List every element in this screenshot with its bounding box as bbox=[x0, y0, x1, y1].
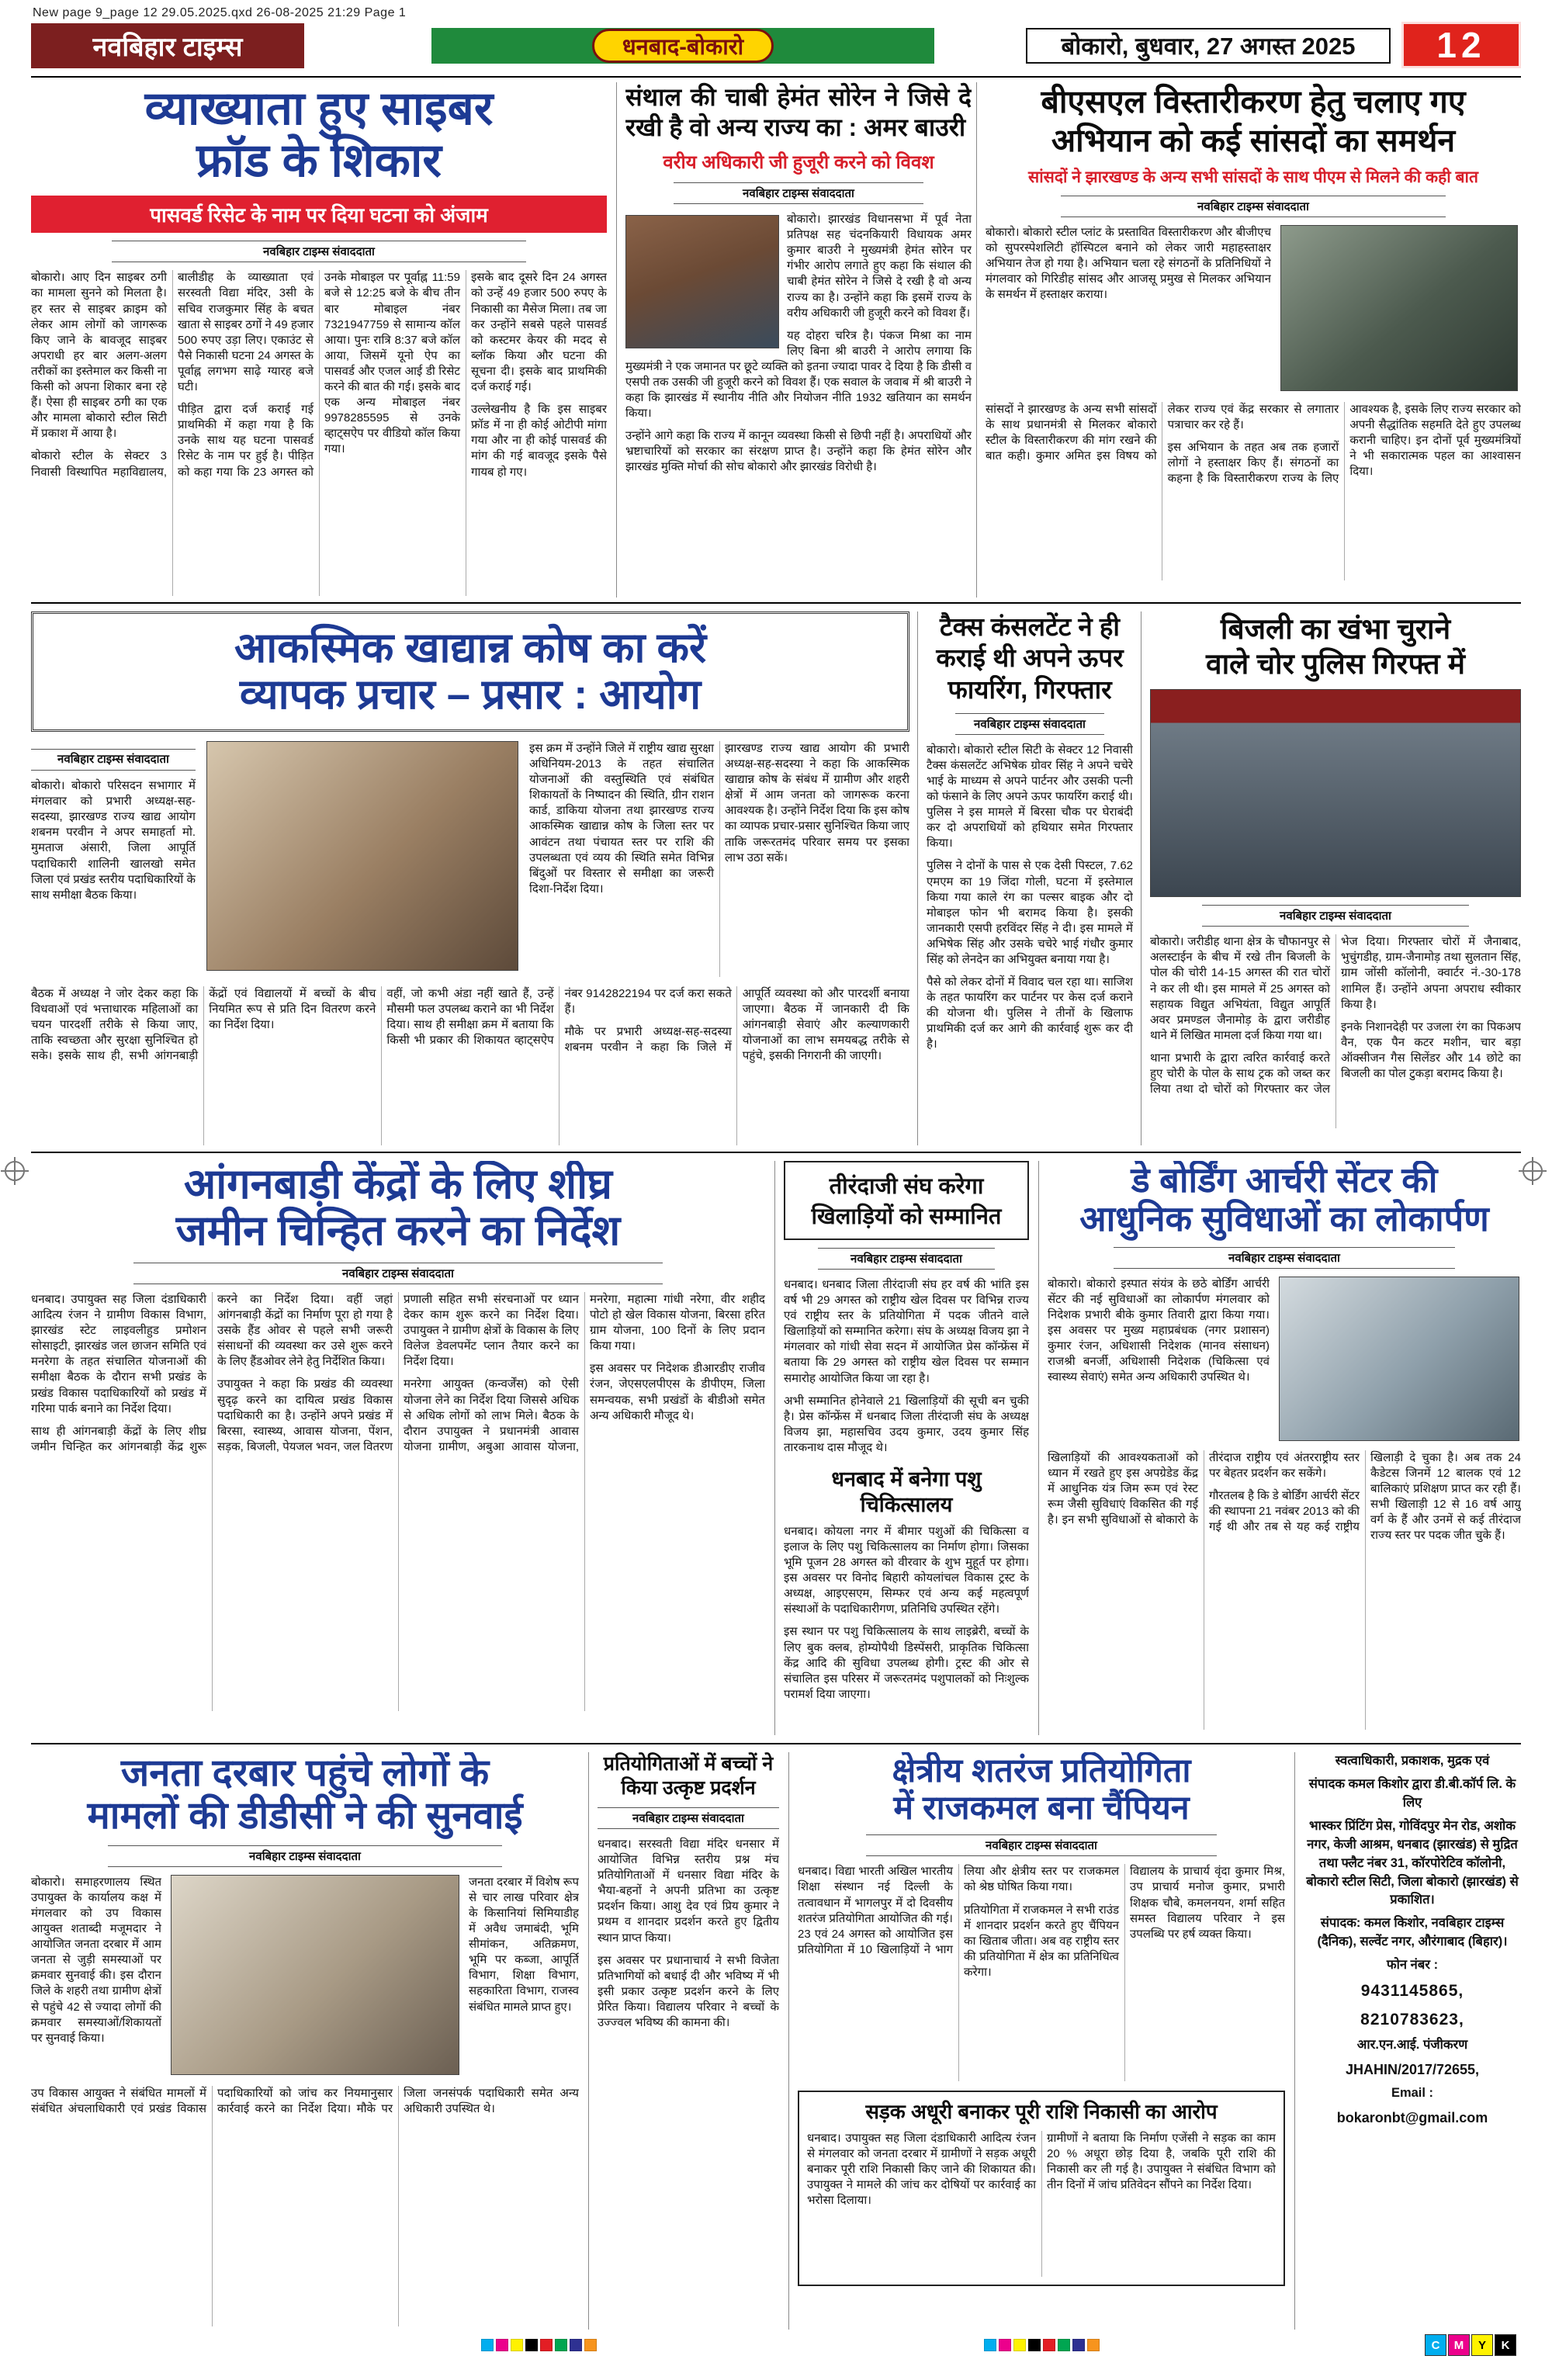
article-paragraph: बोकारो। बोकारो स्टील प्लांट के प्रस्तावित विस्तारीकरण और बीजीएच को सुपरस्पेशलिटी हॉस्पिटल बनाने को लेकर जारी महाहस्ताक्षर अभियान तेज हो गया है। अभियान चला रहे संगठनों के प्रतिनिधियों ने मंगलवार को गिरिडीह सांसद और आजसू प्रमुख से मिलकर अभियान के समर्थन में हस्ताक्षर कराया। bbox=[986, 226, 1271, 302]
article-body bbox=[31, 1292, 765, 1711]
article-paragraph: प्रतियोगिता में राजकमल ने सभी राउंड में शानदार प्रदर्शन करते हुए चैंपियन का खिताब जीता। अब वह राष्ट्रीय स्तर की प्रतियोगिता में क्षेत्र का प्रतिनिधित्व करेगा। bbox=[964, 1903, 1119, 1979]
edition-band bbox=[431, 28, 934, 64]
article-paragraph: बोकारो। आए दिन साइबर ठगी का मामला सुनने को मिलता है। हर स्तर से साइबर क्राइम को लेकर आम लोगों को जागरूक किए जाने के बावजूद साइबर अपराधी हर बार अलग-अलग तरीकों का इस्तेमाल कर किसी ना किसी को अपना शिकार बना रहे हैं। ऐसा ही साइबर ठगी का एक और मामला बोकारो स्टील सिटी में प्रकाश में आया है। bbox=[31, 271, 167, 441]
headline-line: मामलों की डीडीसी ने की सुनवाई bbox=[87, 1794, 523, 1837]
article-paragraph: वहीं, जो कभी अंडा नहीं खाते हैं, उन्हें मौसमी फल उपलब्ध कराने का भी निर्देश दिया। साथ ही समीक्षा क्रम में बताया कि किसी भी प्रकार की शिकायत व्हाट्सऐप नंबर 9142822194 पर दर्ज करा सकते हैं। bbox=[386, 986, 732, 1048]
article-paragraph: पीड़ित द्वारा दर्ज कराई गई प्राथमिकी में कहा गया है कि उनके साथ यह घटना पासवर्ड रिसेट के नाम पर हुई है। पीड़ित को कहा गया कि 23 अगस्त को उनके मोबाइल पर पूर्वाह्न 11:59 बजे से 12:25 बजे के बीच तीन बार मोबाइल नंबर 7321947759 से सामान्य कॉल आया। पुनः रात्रि 8:37 बजे कॉल आया, जिसमें यूनो ऐप का पासवर्ड और एजल आई डी रिसेट करने की बात की गई। इसके बाद एक अन्य मोबाइल नंबर 9978285595 से उनके व्हाट्सऐप पर वीडियो कॉल किया गया। bbox=[178, 271, 460, 479]
color-calibration-swatch bbox=[525, 2339, 538, 2351]
imprint-line: संपादक कमल किशोर द्वारा डी.बी.कॉर्प लि. के लिए bbox=[1308, 1776, 1516, 1810]
headline: टैक्स कंसलटेंट ने ही कराई थी अपने ऊपर फायरिंग, गिरफ्तार bbox=[936, 612, 1124, 704]
article-paragraph: बोकारो। बोकारो इस्पात संयंत्र के छठे बोर्डिंग आर्चरी सेंटर की नई सुविधाओं का लोकार्पण मंगलवार को निदेशक प्रभारी बीके कुमार तिवारी द्वारा किया गया। इस अवसर पर मुख्य महाप्रबंधक (नगर प्रशासन) कुमार रंजन, अधिशासी निदेशक (मानव संसाधन) राजश्री बनर्जी, अधिशासी निदेशक (चिकित्सा एवं स्वास्थ्य सेवाएं) समेत अन्य अधिकारी उपस्थित थे। bbox=[1048, 1277, 1270, 1384]
article-janta-darbar bbox=[31, 1752, 579, 2330]
newspaper-name: नवबिहार टाइम्स bbox=[31, 23, 304, 68]
column-rule bbox=[1038, 1161, 1039, 1735]
article-body bbox=[625, 212, 972, 553]
article-body bbox=[927, 743, 1133, 1131]
column-rule bbox=[976, 82, 977, 598]
section-rule bbox=[31, 1152, 1521, 1153]
article-santhal-statement bbox=[625, 82, 972, 598]
article-body bbox=[784, 1524, 1029, 1703]
byline: नवबिहार टाइम्स संवाददाता bbox=[955, 713, 1104, 735]
article-paragraph: झारखण्ड राज्य खाद्य आयोग की प्रभारी अध्यक्ष-सह-सदस्या ने कहा कि आकस्मिक खाद्यान्न कोष के संबंध में ग्रामीण और शहरी क्षेत्रों में आम जनता को जागरूक करना आवश्यक है। उन्होंने निर्देश दिया कि इस कोष का व्यापक प्रचार-प्रसार सुनिश्चित किया जाए ताकि जरूरतमंद परिवार समय पर इसका लाभ उठा सकें। bbox=[725, 741, 909, 864]
article-paragraph: जनता दरबार में विशेष रूप से चार लाख परिवार क्षेत्र के किसानियां सिमियाडीह में अवैध जमाबंदी, भूमि सीमांकन, अतिक्रमण, भूमि पर कब्जा, आपूर्ति विभाग, शिक्षा विभाग, सहकारिता विभाग, राजस्व संबंधित मामले प्राप्त हुए। bbox=[469, 1875, 579, 2014]
article-body bbox=[529, 741, 909, 977]
headline-line: अभियान को कई सांसदों का समर्थन bbox=[1051, 123, 1456, 159]
color-calibration-swatch bbox=[540, 2339, 553, 2351]
color-calibration-swatch bbox=[1028, 2339, 1041, 2351]
article-paragraph: मौके पर प्रभारी अध्यक्ष-सह-सदस्या शबनम परवीन ने कहा कि जिले में आपूर्ति व्यवस्था को और पारदर्शी बनाया जाएगा। बैठक में जानकारी दी कि आंगनबाड़ी सेवाएं और कल्याणकारी योजनाओं का लाभ समयबद्ध तरीके से पहुंचे, इसकी निगरानी की जाएगी। bbox=[564, 986, 909, 1063]
color-calibration-strip bbox=[984, 2339, 1102, 2353]
imprint-line: भास्कर प्रिंटिंग प्रेस, गोविंदपुर मेन रोड, अशोक नगर, केजी आश्रम, धनबाद (झारखंड) से मुद्रित तथा फ्लैट नंबर 31, कॉरपोरेटिव कॉलोनी, बोकारो स्टील सिटी, जिला बोकारो (झारखंड) से प्रकाशित। bbox=[1306, 1818, 1519, 1907]
headline bbox=[40, 625, 901, 719]
cmyk-print-mark bbox=[1425, 2334, 1516, 2356]
print-info-line: New page 9_page 12 29.05.2025.qxd 26-08-2025 21:29 Page 1 bbox=[33, 6, 407, 19]
article-paragraph: इनके निशानदेही पर उजला रंग का पिकअप वैन, एक पैन कटर मशीन, चार बड़ा ऑक्सीजन गैस सिलेंडर और 14 छोटे का बिजली का पोल टुकड़ा बरामद किया है। bbox=[1341, 1020, 1521, 1080]
article-body bbox=[986, 402, 1521, 580]
headline-line: वाले चोर पुलिस गिरफ्त में bbox=[1206, 648, 1465, 681]
article-paragraph: इस स्थान पर पशु चिकित्सालय के साथ लाइब्रेरी, बच्चों के लिए बुक क्लब, होम्योपैथी डिस्पेंसरी, प्राकृतिक चिकित्सा केंद्र आदि की सुविधा उपलब्ध होगी। ट्रस्ट की ओर से संचालित इस परिसर में जरूरतमंद पशुपालकों को निःशुल्क परामर्श दिया जाएगा। bbox=[784, 1625, 1029, 1701]
headline-line: डे बोर्डिंग आर्चरी सेंटर की bbox=[1131, 1161, 1438, 1200]
photo-mp-support-handover bbox=[1280, 225, 1518, 391]
column-rule bbox=[616, 82, 617, 598]
registration-mark-right bbox=[1523, 1161, 1543, 1181]
article-paragraph: पैसे को लेकर दोनों में विवाद चल रहा था। साजिश के तहत फायरिंग कर पार्टनर पर केस दर्ज कराने की योजना थी। पुलिस ने तीनों के खिलाफ प्राथमिकी दर्ज कर आगे की कार्रवाई शुरू कर दी है। bbox=[927, 975, 1133, 1051]
article-body bbox=[469, 1875, 579, 2078]
article-paragraph: बोकारो। बोकारो स्टील सिटी के सेक्टर 12 निवासी टैक्स कंसलटेंट अभिषेक ग्रोवर सिंह ने अपने चचेरे भाई के माध्यम से अपने पार्टनर और उसकी पत्नी को फंसाने के लिए अपने ऊपर फायरिंग कराई थी। पुलिस ने इस मामले में बिरसा चौक पर घेराबंदी कर दो अपराधियों को हथियार समेत गिरफ्तार किया। bbox=[927, 743, 1133, 850]
photo-janta-darbar-hearing bbox=[171, 1875, 459, 2075]
imprint-phone: 9431145865, bbox=[1360, 1982, 1464, 2001]
imprint-phone: 8210783623, bbox=[1360, 2010, 1464, 2028]
article-paragraph: बोकारो। बोकारो परिसदन सभागार में मंगलवार को प्रभारी अध्यक्ष-सह-सदस्या, झारखण्ड राज्य खाद्य आयोग शबनम परवीन ने अपर समाहर्ता मो. मुमताज अंसारी, जिला आपूर्ति पदाधिकारी शालिनी खालखो समेत जिला एवं प्रखंड स्तरीय पदाधिकारियों के साथ समीक्षा बैठक किया। bbox=[31, 779, 196, 902]
headline bbox=[1048, 1161, 1521, 1239]
headline-line: आधुनिक सुविधाओं का लोकार्पण bbox=[1079, 1199, 1489, 1239]
article-paragraph: इस अभियान के तहत अब तक हजारों लोगों ने हस्ताक्षर किए हैं। संगठनों का कहना है कि विस्तारीकरण राज्य के लिए आवश्यक है, इसके लिए राज्य सरकार को अपनी सैद्धांतिक सहमति देते हुए उपलब्ध करानी चाहिए। इन दोनों पूर्व मुख्यमंत्रियों ने भी सकारात्मक पहल का आश्वासन दिया। bbox=[1167, 403, 1521, 486]
section-rule bbox=[31, 602, 1521, 604]
color-calibration-swatch bbox=[570, 2339, 582, 2351]
article-paragraph: उल्लेखनीय है कि इस साइबर फ्रॉड में ना ही कोई ओटीपी मांगा गया और ना ही कोई पासवर्ड की मांग की गई बावजूद इसके पैसे गायब हो गए। bbox=[471, 403, 607, 479]
byline: नवबिहार टाइम्स संवाददाता bbox=[1114, 1247, 1454, 1269]
cmyk-c-box: C bbox=[1425, 2334, 1446, 2356]
article-paragraph: मनरेगा आयुक्त (कन्वर्जेंस) को ऐसी योजना लेने का निर्देश दिया जिससे अधिक से अधिक लोगों को लाभ मिले। बैठक के दौरान उपायुक्त ने प्रधानमंत्री आवास योजना ग्रामीण, अबुआ आवास योजना, मनरेगा, महात्मा गांधी नरेगा, वीर शहीद पोटो हो खेल विकास योजना, बिरसा हरित ग्राम योजना, 100 दिनों के लिए प्रदान किया गया। bbox=[404, 1292, 765, 1453]
article-body bbox=[31, 1875, 161, 2078]
imprint-rni-number: JHAHIN/2017/72655, bbox=[1345, 2061, 1480, 2077]
article-paragraph: धनबाद। सरस्वती विद्या मंदिर धनसार में आयोजित विभिन्न स्तरीय प्रश्न मंच प्रतियोगिताओं में धनसार विद्या मंदिर के भैया-बहनों ने अपनी प्रतिभा का उत्कृष्ट प्रदर्शन किया। आशु देव एवं प्रिय कुमार ने प्रथम व शानदार प्रदर्शन करते हुए द्वितीय स्थान प्राप्त किया। bbox=[598, 1838, 779, 1945]
article-body bbox=[31, 2086, 579, 2326]
headline-line: आकस्मिक खाद्यान्न कोष का करें bbox=[234, 625, 707, 671]
byline: नवबिहार टाइम्स संवाददाता bbox=[1202, 905, 1469, 927]
imprint-line: Email : bbox=[1391, 2086, 1434, 2101]
article-body bbox=[986, 225, 1271, 394]
article-body bbox=[1150, 934, 1521, 1128]
headline: प्रतियोगिताओं में बच्चों ने किया उत्कृष्ट प्रदर्शन bbox=[603, 1753, 774, 1799]
headline-line: में राजकमल बना चैंपियन bbox=[893, 1789, 1190, 1827]
article-body bbox=[31, 986, 909, 1145]
imprint-line: स्वत्वाधिकारी, प्रकाशक, मुद्रक एवं bbox=[1335, 1754, 1490, 1768]
article-tax-consultant-firing bbox=[927, 611, 1133, 1145]
subhead-bar: पासवर्ड रिसेट के नाम पर दिया घटना को अंजाम bbox=[31, 196, 607, 233]
imprint-email: bokaronbt@gmail.com bbox=[1336, 2109, 1488, 2125]
headline-line: बीएसएल विस्तारीकरण हेतु चलाए गए bbox=[1041, 84, 1466, 120]
byline: नवबिहार टाइम्स संवाददाता bbox=[866, 1834, 1217, 1856]
article-road-complaint bbox=[798, 2091, 1285, 2286]
article-body bbox=[1048, 1450, 1521, 1730]
headline: सड़क अधूरी बनाकर पूरी राशि निकासी का आरोप bbox=[865, 2100, 1218, 2124]
article-anganwadi-land bbox=[31, 1161, 765, 1735]
byline: नवबिहार टाइम्स संवाददाता bbox=[598, 1807, 779, 1829]
byline: नवबिहार टाइम्स संवाददाता bbox=[1061, 196, 1446, 217]
masthead-rule bbox=[31, 76, 1521, 78]
article-pole-theft bbox=[1150, 611, 1521, 1145]
dateline: बोकारो, बुधवार, 27 अगस्त 2025 bbox=[1026, 28, 1391, 64]
article-body bbox=[1048, 1277, 1270, 1443]
byline: नवबिहार टाइम्स संवाददाता bbox=[133, 1263, 662, 1284]
color-calibration-strip bbox=[481, 2339, 599, 2353]
headline bbox=[1150, 611, 1521, 681]
column-rule bbox=[588, 1752, 589, 2330]
article-paragraph: बोकारो। जरीडीह थाना क्षेत्र के चौफानपुर से अलस्टाईन के बीच में रखे तीन बिजली के पोल की चोरी 14-15 अगस्त की रात चोरों ने कर ली थी। इस मामले में 25 अगस्त को सहायक विद्युत अभियंता, विद्युत आपूर्ति अवर प्रमण्डल जैनामोड़ के द्वारा जरीडीह थाने में लिखित मामला दर्ज किया गया था। bbox=[1150, 935, 1330, 1042]
imprint-line: आर.एन.आई. पंजीकरण bbox=[1356, 2038, 1468, 2053]
color-calibration-swatch bbox=[1058, 2339, 1070, 2351]
headline: धनबाद में बनेगा पशु चिकित्सालय bbox=[831, 1467, 982, 1516]
byline: नवबिहार टाइम्स संवाददाता bbox=[108, 1845, 502, 1867]
headline-line: आंगनबाड़ी केंद्रों के लिए शीघ्र bbox=[184, 1161, 612, 1207]
byline: नवबिहार टाइम्स संवाददाता bbox=[112, 241, 526, 262]
column-rule bbox=[774, 1161, 775, 1735]
article-body bbox=[784, 1277, 1029, 1456]
color-calibration-swatch bbox=[511, 2339, 523, 2351]
article-body bbox=[31, 741, 196, 977]
article-paragraph: धनबाद। उपायुक्त सह जिला दंडाधिकारी आदित्य रंजन ने ग्रामीण विकास विभाग, झारखंड स्टेट लाइवलीहुड प्रमोशन सोसाइटी, झारखंड जल छाजन समिति एवं मनरेगा के तहत संचालित योजनाओं की समीक्षा बैठक के दौरान सभी प्रखंड के प्रखंड विकास पदाधिकारियों को प्रखंड में गरिमा पार्क बनाने का निर्देश दिया। bbox=[31, 1292, 206, 1415]
imprint-line: फोन नंबर : bbox=[1386, 1958, 1439, 1973]
headline-line: व्याख्याता हुए साइबर bbox=[144, 82, 494, 134]
byline: नवबिहार टाइम्स संवाददाता bbox=[31, 749, 196, 771]
article-paragraph: बोकारो। समाहरणालय स्थित उपायुक्त के कार्यालय कक्ष में मंगलवार को उप विकास आयुक्त शताब्दी मजूमदार ने आयोजित जनता दरबार में आम जनता से जुड़ी समस्याओं पर क्रमवार सुनवाई की। इस दौरान जिले के शहरी तथा ग्रामीण क्षेत्रों से पहुंचे 42 से ज्यादा लोगों की क्रमवार समस्याओं/शिकायतों पर सुनवाई किया। bbox=[31, 1875, 161, 2045]
headline-line: बिजली का खंभा चुराने bbox=[1220, 613, 1451, 645]
headline: संथाल की चाबी हेमंत सोरेन ने जिसे दे रखी है वो अन्य राज्य का : अमर बाउरी bbox=[625, 83, 972, 142]
headline-line: क्षेत्रीय शतरंज प्रतियोगिता bbox=[892, 1752, 1191, 1789]
column-rule bbox=[917, 611, 918, 1145]
registration-mark-left bbox=[5, 1161, 25, 1181]
article-food-commission bbox=[31, 611, 909, 1145]
article-paragraph: धनबाद। धनबाद जिला तीरंदाजी संघ हर वर्ष की भांति इस वर्ष भी 29 अगस्त को राष्ट्रीय खेल दिवस पर विभिन्न राज्य एवं राष्ट्रीय स्तर के प्रतियोगिता में पदक जीतने वाले खिलाड़ियों को सम्मानित करेगा। संघ के अध्यक्ष विजय झा ने मंगलवार को गांधी सेवा सदन में आयोजित प्रेस कॉन्फ्रेंस में बताया कि 29 अगस्त को राष्ट्रीय खेल दिवस पर सम्मान समारोह आयोजित किया जा रहा है। bbox=[784, 1278, 1029, 1385]
article-students-competition bbox=[598, 1752, 779, 2330]
article-paragraph: उप विकास आयुक्त ने संबंधित मामलों में संबंधित अंचलाधिकारी एवं प्रखंड विकास पदाधिकारियों को जांच कर नियमानुसार कार्रवाई करने का निर्देश दिया। मौके पर जिला जनसंपर्क पदाधिकारी समेत अन्य अधिकारी उपस्थित थे। bbox=[31, 2086, 579, 2115]
headline-line: जनता दरबार पहुंचे लोगों के bbox=[120, 1752, 490, 1794]
headline bbox=[986, 82, 1521, 160]
photo-police-arrest-lineup bbox=[1150, 689, 1521, 897]
article-paragraph: इस क्रम में उन्होंने जिले में राष्ट्रीय खाद्य सुरक्षा अधिनियम-2013 के तहत संचालित योजनाओं की वस्तुस्थिति एवं संबंधित शिकायतों के निष्पादन की स्थिति, ग्रीन राशन कार्ड, डाकिया योजना तथा झारखण्ड राज्य आकस्मिक खाद्यान्न कोष के जिला स्तर पर आवंटन तथा पंचायत स्तर पर राशि की उपलब्धता एवं व्यय की स्थिति समेत विभिन्न बिंदुओं पर विस्तार से समीक्षा का जरूरी दिशा-निर्देश दिया। bbox=[529, 741, 714, 896]
article-paragraph: अभी सम्मानित होनेवाले 21 खिलाड़ियों की सूची बन चुकी है। प्रेस कॉन्फ्रेंस में धनबाद जिला तीरंदाजी संघ के अध्यक्ष विजय झा, महासचिव उदय कुमार, उदय कुमार सिंह तारकनाथ दास मौजूद थे। bbox=[784, 1394, 1029, 1454]
article-paragraph: सांसदों ने झारखण्ड के अन्य सभी सांसदों के साथ प्रधानमंत्री से मिलकर बोकारो स्टील के विस्तारीकरण की मांग रखने की बात कही। कुमार अमित इस विषय को लेकर राज्य एवं केंद्र सरकार से लगातार पत्राचार कर रहे हैं। bbox=[986, 403, 1339, 463]
article-paragraph: धनबाद। विद्या भारती अखिल भारतीय शिक्षा संस्थान नई दिल्ली के तत्वावधान में भागलपुर में दो दिवसीय शतरंज प्रतियोगिता आयोजित की गई। 23 एवं 24 अगस्त को आयोजित इस प्रतियोगिता में 10 खिलाड़ियों ने भाग लिया और क्षेत्रीय स्तर पर राजकमल को श्रेष्ठ घोषित किया गया। bbox=[798, 1865, 1119, 1956]
headline bbox=[31, 1161, 765, 1255]
cmyk-m-box: M bbox=[1448, 2334, 1470, 2356]
kicker: वरीय अधिकारी जी हुजूरी करने को विवश bbox=[663, 152, 934, 174]
headline bbox=[31, 82, 607, 186]
article-paragraph: यह दोहरा चरित्र है। पंकज मिश्रा का नाम लिए बिना श्री बाउरी ने आरोप लगाया कि मुख्यमंत्री ने एक जमानत पर छूटे व्यक्ति को इतना ज्यादा पावर दे दिया है कि डीसी व एसपी तक उसकी जी हुजूरी करने को विवश हैं। एक सवाल के जवाब में श्री बाउरी ने कहा कि झारखंड में स्थानीय नीति और नियोजन नीति 1932 खतियान का समर्थन किया। bbox=[625, 328, 972, 421]
page-number: 12 bbox=[1401, 22, 1521, 68]
article-body bbox=[807, 2131, 1276, 2277]
article-paragraph: साथ ही आंगनबाड़ी केंद्रों के लिए शीघ्र जमीन चिन्हित कर आंगनबाड़ी केंद्र शुरू करने का निर्देश दिया। वहीं जहां आंगनबाड़ी केंद्रों का निर्माण पूरा हो गया है उसके हैंड ओवर से पहले सभी जरूरी संसाधनों की व्यवस्था कर उसे शुरू करने के लिए हैंडओवर लेने हेतु निर्देशित किया। bbox=[31, 1292, 393, 1453]
article-paragraph: थाना प्रभारी के द्वारा त्वरित कार्रवाई करते हुए चोरी के पोल के साथ ट्रक को जब्त कर लिया तथा दो चोरों को गिरफ्तार कर जेल भेज दिया। गिरफ्तार चोरों में जैनाबाद, भुचुंगडीह, ग्राम-जैनामोड़ तथा सुलतान सिंह, ग्राम जोंसी कॉलोनी, क्वार्टर नं.-30-178 शामिल हैं। उन्होंने अपना अपराध स्वीकार किया है। bbox=[1150, 935, 1521, 1096]
article-day-boarding-archery bbox=[1048, 1161, 1521, 1735]
photo-review-meeting bbox=[206, 741, 518, 971]
article-paragraph: इसके बाद दूसरे दिन 24 अगस्त को उन्हें 49 हजार 500 रुपए के निकासी का मैसेज मिला। तब जा कर उन्होंने सबसे पहले पासवर्ड को कस्टमर केयर की मदद से ब्लॉक किया और घटना की सूचना दी। इसके बाद प्राथमिकी दर्ज कराई गई। bbox=[471, 271, 607, 394]
headline bbox=[31, 1752, 579, 1838]
color-calibration-swatch bbox=[555, 2339, 567, 2351]
headline-line: व्यापक प्रचार – प्रसार : आयोग bbox=[239, 671, 702, 719]
article-paragraph: धनबाद। उपायुक्त सह जिला दंडाधिकारी आदित्य रंजन से मंगलवार को जनता दरबार में ग्रामीणों ने सड़क अधूरी बनाकर पूरी राशि निकासी किए जाने की शिकायत की। उपायुक्त ने मामले की जांच कर दोषियों पर कार्रवाई का भरोसा दिलाया। bbox=[807, 2132, 1036, 2208]
color-calibration-swatch bbox=[1087, 2339, 1100, 2351]
article-paragraph: खिलाड़ियों की आवश्यकताओं को ध्यान में रखते हुए इस अपग्रेडेड केंद्र में आधुनिक यंत्र जिम रूम एवं रेस्ट रूम जैसी सुविधाएं विकसित की गई है। इन सभी सुविधाओं से बोकारो के तीरंदाज राष्ट्रीय एवं अंतरराष्ट्रीय स्तर पर बेहतर प्रदर्शन कर सकेंगे। bbox=[1048, 1450, 1360, 1527]
edition-badge: धनबाद-बोकारो bbox=[592, 29, 774, 63]
cmyk-k-box: K bbox=[1495, 2334, 1516, 2356]
headline-line: जमीन चिन्हित करने का निर्देश bbox=[175, 1207, 621, 1255]
color-calibration-swatch bbox=[1072, 2339, 1085, 2351]
byline: नवबिहार टाइम्स संवाददाता bbox=[674, 182, 923, 204]
article-paragraph: गौरतलब है कि डे बोर्डिंग आर्चरी सेंटर की स्थापना 21 नवंबर 2013 को की गई थी और तब से यह कई राष्ट्रीय खिलाड़ी दे चुका है। अब तक 24 कैडेटस जिनमें 12 बालक एवं 12 बालिकाएं प्रशिक्षण प्राप्त कर रही हैं। सभी खिलाड़ी 12 से 16 वर्ष आयु वर्ग के हैं और उनमें से कई तीरंदाज राज्य स्तर पर पदक जीत चुके हैं। bbox=[1209, 1450, 1521, 1543]
column-rule bbox=[788, 1752, 789, 2330]
article-paragraph: ग्रामीणों ने बताया कि निर्माण एजेंसी ने सड़क का काम 20 % अधूरा छोड़ दिया है, जबकि पूरी राशि की निकासी कर ली गई है। उपायुक्त ने संबंधित विभाग को तीन दिनों में जांच प्रतिवेदन सौंपने का निर्देश दिया। bbox=[1047, 2132, 1276, 2192]
headline-box bbox=[31, 611, 909, 732]
color-calibration-swatch bbox=[1043, 2339, 1055, 2351]
section-rule bbox=[31, 1743, 1521, 1744]
article-paragraph: बोकारो। झारखंड विधानसभा में पूर्व नेता प्रतिपक्ष सह चंदनकियारी विधायक अमर कुमार बाउरी ने मुख्यमंत्री हेमंत सोरेन पर गंभीर आरोप लगाते हुए कहा कि संथाल की चाबी हेमंत सोरेन ने जिसे दे रखी है वो अन्य राज्य का है। उन्होंने कहा कि इसमें राज्य के वरीय अधिकारी जी हुजूरी करने को विवश हैं। bbox=[787, 213, 972, 320]
article-paragraph: विद्यालय के प्राचार्य वृंदा कुमार मिश्र, उप प्राचार्य मनोज कुमार, प्रभारी शिक्षक चौबे, कमलनयन, शर्मा सहित समस्त विद्यालय परिवार ने इस उपलब्धि पर हर्ष व्यक्त किया। bbox=[1130, 1865, 1285, 1941]
article-bsl-expansion bbox=[986, 82, 1521, 598]
article-paragraph: उपायुक्त ने कहा कि प्रखंड की व्यवस्था सुदृढ़ करने का दायित्व प्रखंड विकास पदाधिकारी का है। उन्होंने अपने प्रखंड में बिरसा, स्वास्थ्य, आवास योजना, पेंशन, सड़क, बिजली, पेयजल भवन, जल वितरण प्रणाली सहित सभी संरचनाओं पर ध्यान देकर काम शुरू करने का निर्देश दिया। उपायुक्त ने ग्रामीण क्षेत्रों के विकास के लिए विलेज डेवलपमेंट प्लान तैयार करने का निर्देश दिया। bbox=[217, 1292, 579, 1453]
photo-archery-centre-inauguration bbox=[1279, 1277, 1519, 1441]
article-archery-association bbox=[784, 1161, 1029, 1735]
kicker: सांसदों ने झारखण्ड के अन्य सभी सांसदों के साथ पीएम से मिलने की कही बात bbox=[1028, 168, 1478, 187]
imprint-line: संपादक: कमल किशोर, नवबिहार टाइम्स (दैनिक), सल्वेंट नगर, औरंगाबाद (बिहार)। bbox=[1317, 1916, 1508, 1949]
color-calibration-swatch bbox=[496, 2339, 508, 2351]
article-paragraph: पुलिस ने दोनों के पास से एक देसी पिस्टल, 7.62 एमएम का 19 जिंदा गोली, घटना में इस्तेमाल किया गया काले रंग का पल्सर बाइक और दो मोबाइल फोन भी बरामद किया है। इसकी जानकारी एसपी हरविंदर सिंह ने दी। इस मामले में अभिषेक सिंह और उसके चचेरे भाई गंधौर कुमार सिंह को लेनदेन का अभियुक्त बनाया गया है। bbox=[927, 859, 1133, 966]
article-body bbox=[31, 270, 607, 596]
article-paragraph: उन्होंने आगे कहा कि राज्य में कानून व्यवस्था किसी से छिपी नहीं है। अपराधियों और भ्रष्टाचारियों को सरकार का संरक्षण प्राप्त है। उन्होंने कहा कि हेमंत सोरेन और झारखंड मुक्ति मोर्चा की सोच बोकारो और झारखंड विरोधी है। bbox=[625, 429, 972, 474]
column-rule bbox=[1294, 1752, 1295, 2330]
color-calibration-swatch bbox=[584, 2339, 597, 2351]
article-body bbox=[598, 1837, 779, 2031]
color-calibration-swatch bbox=[1013, 2339, 1026, 2351]
article-paragraph: धनबाद। कोयला नगर में बीमार पशुओं की चिकित्सा व इलाज के लिए पशु चिकित्सालय का निर्माण होगा। जिसका भूमि पूजन 28 अगस्त को वीरवार के शुभ मुहूर्त पर होगा। इस अवसर पर विनोद बिहारी कोयलांचल विकास ट्रस्ट के अध्यक्ष, आइएसएम, सिम्फर एवं अन्य कई महत्वपूर्ण संस्थाओं के पदाधिकारीगण, प्रतिनिधि उपस्थित रहेंगे। bbox=[784, 1524, 1029, 1616]
color-calibration-swatch bbox=[481, 2339, 494, 2351]
color-calibration-swatch bbox=[984, 2339, 996, 2351]
article-paragraph: बैठक में अध्यक्ष ने जोर देकर कहा कि विधवाओं एवं भत्ताधारक महिलाओं का चयन पारदर्शी तरीके से किया जाए, ताकि स्वच्छता और सुरक्षा सुनिश्चित हो सके। इसके साथ ही, सभी आंगनबाड़ी केंद्रों एवं विद्यालयों में बच्चों के बीच नियमित रूप से प्रति दिन वितरण करने का निर्देश दिया। bbox=[31, 986, 376, 1063]
imprint-block bbox=[1304, 1752, 1521, 2330]
headline-line: फ्रॉड के शिकार bbox=[196, 134, 442, 187]
article-paragraph: इस अवसर पर प्रधानाचार्य ने सभी विजेता प्रतिभागियों को बधाई दी और भविष्य में भी इसी प्रकार उत्कृष्ट प्रदर्शन करने के लिए प्रेरित किया। विद्यालय परिवार ने बच्चों के उज्ज्वल भविष्य की कामना की। bbox=[598, 1953, 779, 2030]
headline: तीरंदाजी संघ करेगा खिलाड़ियों को सम्मानित bbox=[784, 1161, 1029, 1240]
headline bbox=[798, 1752, 1285, 1827]
article-paragraph: इस अवसर पर निदेशक डीआरडीए राजीव रंजन, जेएसएलपीएस के डीपीएम, जिला समन्वयक, सभी प्रखंडों के बीडीओ समेत अन्य अधिकारी मौजूद थे। bbox=[590, 1362, 765, 1422]
article-cyber-fraud bbox=[31, 82, 607, 598]
photo-amar-bauri-portrait bbox=[625, 215, 779, 348]
article-paragraph: बोकारो स्टील के सेक्टर 3 निवासी विस्थापित महाविद्यालय, बालीडीह के व्याख्याता एवं सरस्वती विद्या मंदिर, 3सी के सचिव राजकुमार सिंह के बचत खाता से साइबर ठगों ने 49 हजार 500 रुपए उड़ा लिए। एकाउंट से पैसे निकासी घटना 24 अगस्त के पूर्वाह्न लगभग साढ़े ग्यारह बजे घटी। bbox=[31, 271, 314, 479]
color-calibration-swatch bbox=[999, 2339, 1011, 2351]
cmyk-y-box: Y bbox=[1471, 2334, 1493, 2356]
byline: नवबिहार टाइम्स संवाददाता bbox=[818, 1248, 995, 1270]
article-body bbox=[798, 1864, 1285, 2081]
article-chess-champion bbox=[798, 1752, 1285, 2330]
